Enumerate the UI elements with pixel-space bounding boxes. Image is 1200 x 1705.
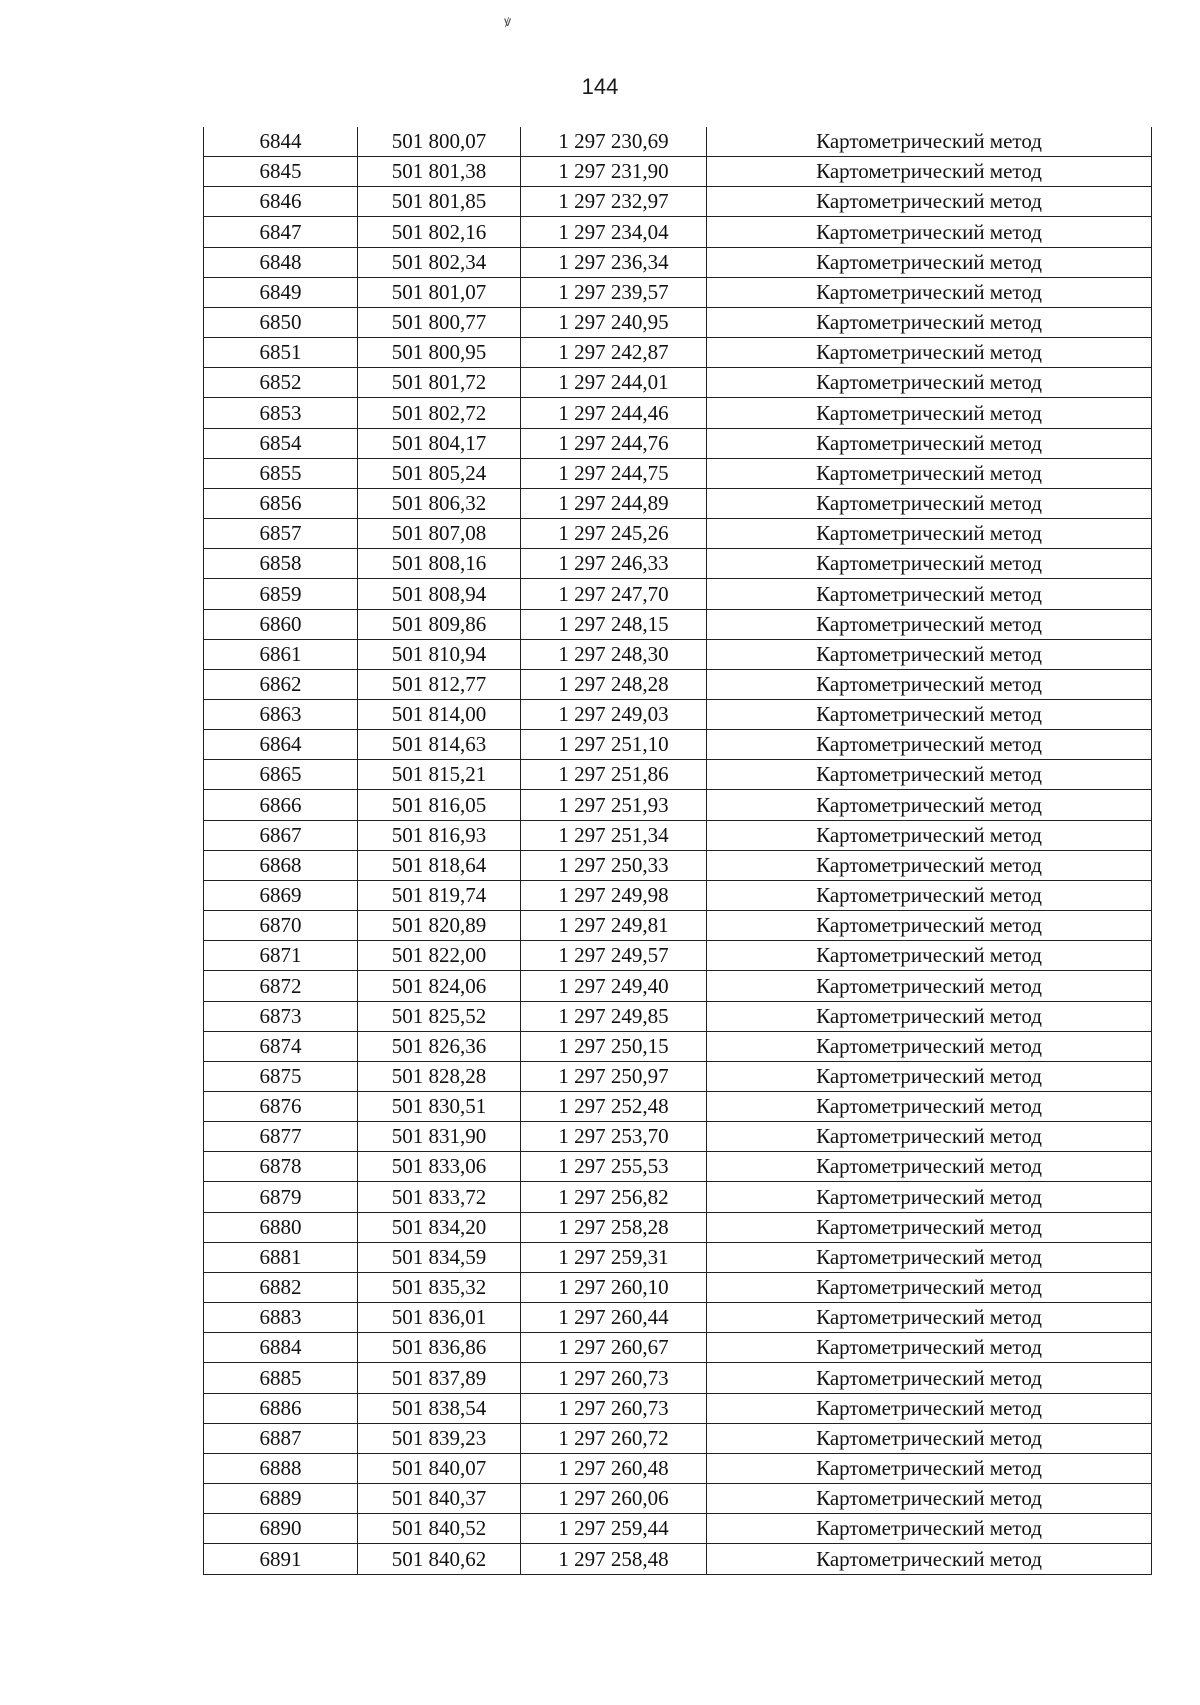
- y-coordinate-cell: 1 297 244,01: [521, 368, 707, 398]
- x-coordinate-cell: 501 834,59: [358, 1242, 521, 1272]
- point-number-cell: 6846: [204, 187, 358, 217]
- method-cell: Картометрический метод: [707, 1303, 1152, 1333]
- y-coordinate-cell: 1 297 247,70: [521, 579, 707, 609]
- point-number-cell: 6844: [204, 127, 358, 157]
- point-number-cell: 6863: [204, 699, 358, 729]
- x-coordinate-cell: 501 837,89: [358, 1363, 521, 1393]
- y-coordinate-cell: 1 297 260,10: [521, 1272, 707, 1302]
- y-coordinate-cell: 1 297 240,95: [521, 307, 707, 337]
- x-coordinate-cell: 501 839,23: [358, 1423, 521, 1453]
- x-coordinate-cell: 501 833,06: [358, 1152, 521, 1182]
- point-number-cell: 6855: [204, 458, 358, 488]
- method-cell: Картометрический метод: [707, 1031, 1152, 1061]
- method-cell: Картометрический метод: [707, 368, 1152, 398]
- method-cell: Картометрический метод: [707, 307, 1152, 337]
- x-coordinate-cell: 501 831,90: [358, 1122, 521, 1152]
- y-coordinate-cell: 1 297 244,46: [521, 398, 707, 428]
- method-cell: Картометрический метод: [707, 338, 1152, 368]
- x-coordinate-cell: 501 815,21: [358, 760, 521, 790]
- y-coordinate-cell: 1 297 260,44: [521, 1303, 707, 1333]
- x-coordinate-cell: 501 830,51: [358, 1092, 521, 1122]
- y-coordinate-cell: 1 297 244,75: [521, 458, 707, 488]
- table-row: [204, 1182, 1152, 1212]
- table-row: [204, 941, 1152, 971]
- y-coordinate-cell: 1 297 242,87: [521, 338, 707, 368]
- table-row: [204, 247, 1152, 277]
- y-coordinate-cell: 1 297 239,57: [521, 277, 707, 307]
- y-coordinate-cell: 1 297 245,26: [521, 519, 707, 549]
- y-coordinate-cell: 1 297 249,98: [521, 880, 707, 910]
- x-coordinate-cell: 501 816,93: [358, 820, 521, 850]
- method-cell: Картометрический метод: [707, 820, 1152, 850]
- x-coordinate-cell: 501 801,72: [358, 368, 521, 398]
- method-cell: Картометрический метод: [707, 669, 1152, 699]
- method-cell: Картометрический метод: [707, 247, 1152, 277]
- table-row: [204, 1453, 1152, 1483]
- method-cell: Картометрический метод: [707, 1393, 1152, 1423]
- table-row: [204, 1303, 1152, 1333]
- y-coordinate-cell: 1 297 260,73: [521, 1363, 707, 1393]
- point-number-cell: 6870: [204, 911, 358, 941]
- method-cell: Картометрический метод: [707, 1333, 1152, 1363]
- method-cell: Картометрический метод: [707, 1423, 1152, 1453]
- y-coordinate-cell: 1 297 246,33: [521, 549, 707, 579]
- table-row: [204, 699, 1152, 729]
- table-row: [204, 911, 1152, 941]
- point-number-cell: 6878: [204, 1152, 358, 1182]
- point-number-cell: 6883: [204, 1303, 358, 1333]
- method-cell: Картометрический метод: [707, 217, 1152, 247]
- method-cell: Картометрический метод: [707, 850, 1152, 880]
- method-cell: Картометрический метод: [707, 699, 1152, 729]
- x-coordinate-cell: 501 801,85: [358, 187, 521, 217]
- x-coordinate-cell: 501 826,36: [358, 1031, 521, 1061]
- x-coordinate-cell: 501 836,86: [358, 1333, 521, 1363]
- point-number-cell: 6866: [204, 790, 358, 820]
- table-row: [204, 488, 1152, 518]
- table-row: [204, 1031, 1152, 1061]
- y-coordinate-cell: 1 297 250,15: [521, 1031, 707, 1061]
- y-coordinate-cell: 1 297 244,76: [521, 428, 707, 458]
- y-coordinate-cell: 1 297 258,48: [521, 1544, 707, 1574]
- x-coordinate-cell: 501 804,17: [358, 428, 521, 458]
- x-coordinate-cell: 501 806,32: [358, 488, 521, 518]
- table-row: [204, 127, 1152, 157]
- table-row: [204, 1272, 1152, 1302]
- point-number-cell: 6858: [204, 549, 358, 579]
- point-number-cell: 6871: [204, 941, 358, 971]
- method-cell: Картометрический метод: [707, 458, 1152, 488]
- method-cell: Картометрический метод: [707, 1061, 1152, 1091]
- method-cell: Картометрический метод: [707, 1363, 1152, 1393]
- y-coordinate-cell: 1 297 260,72: [521, 1423, 707, 1453]
- x-coordinate-cell: 501 840,37: [358, 1484, 521, 1514]
- table-row: [204, 307, 1152, 337]
- point-number-cell: 6869: [204, 880, 358, 910]
- point-number-cell: 6848: [204, 247, 358, 277]
- table-row: [204, 1514, 1152, 1544]
- point-number-cell: 6876: [204, 1092, 358, 1122]
- point-number-cell: 6845: [204, 157, 358, 187]
- point-number-cell: 6886: [204, 1393, 358, 1423]
- y-coordinate-cell: 1 297 251,93: [521, 790, 707, 820]
- method-cell: Картометрический метод: [707, 187, 1152, 217]
- method-cell: Картометрический метод: [707, 880, 1152, 910]
- y-coordinate-cell: 1 297 249,40: [521, 971, 707, 1001]
- table-row: [204, 338, 1152, 368]
- method-cell: Картометрический метод: [707, 609, 1152, 639]
- y-coordinate-cell: 1 297 260,67: [521, 1333, 707, 1363]
- method-cell: Картометрический метод: [707, 1272, 1152, 1302]
- table-row: [204, 428, 1152, 458]
- y-coordinate-cell: 1 297 249,81: [521, 911, 707, 941]
- x-coordinate-cell: 501 833,72: [358, 1182, 521, 1212]
- y-coordinate-cell: 1 297 249,57: [521, 941, 707, 971]
- point-number-cell: 6854: [204, 428, 358, 458]
- x-coordinate-cell: 501 840,52: [358, 1514, 521, 1544]
- table-row: [204, 368, 1152, 398]
- method-cell: Картометрический метод: [707, 127, 1152, 157]
- table-row: [204, 458, 1152, 488]
- point-number-cell: 6889: [204, 1484, 358, 1514]
- x-coordinate-cell: 501 802,34: [358, 247, 521, 277]
- point-number-cell: 6856: [204, 488, 358, 518]
- y-coordinate-cell: 1 297 255,53: [521, 1152, 707, 1182]
- table-row: [204, 820, 1152, 850]
- table-row: [204, 880, 1152, 910]
- x-coordinate-cell: 501 801,38: [358, 157, 521, 187]
- method-cell: Картометрический метод: [707, 790, 1152, 820]
- table-row: [204, 519, 1152, 549]
- point-number-cell: 6873: [204, 1001, 358, 1031]
- table-row: [204, 1363, 1152, 1393]
- table-row: [204, 1423, 1152, 1453]
- method-cell: Картометрический метод: [707, 911, 1152, 941]
- table-row: [204, 1212, 1152, 1242]
- x-coordinate-cell: 501 822,00: [358, 941, 521, 971]
- method-cell: Картометрический метод: [707, 1092, 1152, 1122]
- table-row: [204, 971, 1152, 1001]
- y-coordinate-cell: 1 297 249,85: [521, 1001, 707, 1031]
- table-row: [204, 1122, 1152, 1152]
- table-row: [204, 639, 1152, 669]
- x-coordinate-cell: 501 800,77: [358, 307, 521, 337]
- point-number-cell: 6849: [204, 277, 358, 307]
- x-coordinate-cell: 501 814,63: [358, 730, 521, 760]
- y-coordinate-cell: 1 297 253,70: [521, 1122, 707, 1152]
- point-number-cell: 6885: [204, 1363, 358, 1393]
- table-row: [204, 1484, 1152, 1514]
- y-coordinate-cell: 1 297 250,33: [521, 850, 707, 880]
- coordinates-table: [203, 127, 1152, 1575]
- x-coordinate-cell: 501 819,74: [358, 880, 521, 910]
- method-cell: Картометрический метод: [707, 398, 1152, 428]
- method-cell: Картометрический метод: [707, 277, 1152, 307]
- x-coordinate-cell: 501 835,32: [358, 1272, 521, 1302]
- point-number-cell: 6852: [204, 368, 358, 398]
- table-row: [204, 669, 1152, 699]
- table-row: [204, 1001, 1152, 1031]
- x-coordinate-cell: 501 840,62: [358, 1544, 521, 1574]
- point-number-cell: 6881: [204, 1242, 358, 1272]
- point-number-cell: 6884: [204, 1333, 358, 1363]
- x-coordinate-cell: 501 809,86: [358, 609, 521, 639]
- table-row: [204, 1152, 1152, 1182]
- x-coordinate-cell: 501 824,06: [358, 971, 521, 1001]
- y-coordinate-cell: 1 297 260,73: [521, 1393, 707, 1423]
- x-coordinate-cell: 501 814,00: [358, 699, 521, 729]
- y-coordinate-cell: 1 297 248,15: [521, 609, 707, 639]
- table-row: [204, 609, 1152, 639]
- x-coordinate-cell: 501 828,28: [358, 1061, 521, 1091]
- y-coordinate-cell: 1 297 250,97: [521, 1061, 707, 1091]
- method-cell: Картометрический метод: [707, 760, 1152, 790]
- method-cell: Картометрический метод: [707, 519, 1152, 549]
- y-coordinate-cell: 1 297 256,82: [521, 1182, 707, 1212]
- method-cell: Картометрический метод: [707, 1152, 1152, 1182]
- method-cell: Картометрический метод: [707, 639, 1152, 669]
- y-coordinate-cell: 1 297 260,06: [521, 1484, 707, 1514]
- point-number-cell: 6857: [204, 519, 358, 549]
- table-row: [204, 549, 1152, 579]
- point-number-cell: 6850: [204, 307, 358, 337]
- point-number-cell: 6860: [204, 609, 358, 639]
- table-row: [204, 1544, 1152, 1574]
- point-number-cell: 6872: [204, 971, 358, 1001]
- table-row: [204, 850, 1152, 880]
- method-cell: Картометрический метод: [707, 730, 1152, 760]
- point-number-cell: 6875: [204, 1061, 358, 1091]
- method-cell: Картометрический метод: [707, 1544, 1152, 1574]
- x-coordinate-cell: 501 800,07: [358, 127, 521, 157]
- point-number-cell: 6865: [204, 760, 358, 790]
- y-coordinate-cell: 1 297 234,04: [521, 217, 707, 247]
- point-number-cell: 6847: [204, 217, 358, 247]
- y-coordinate-cell: 1 297 251,86: [521, 760, 707, 790]
- x-coordinate-cell: 501 834,20: [358, 1212, 521, 1242]
- method-cell: Картометрический метод: [707, 1453, 1152, 1483]
- point-number-cell: 6882: [204, 1272, 358, 1302]
- x-coordinate-cell: 501 807,08: [358, 519, 521, 549]
- point-number-cell: 6864: [204, 730, 358, 760]
- method-cell: Картометрический метод: [707, 1122, 1152, 1152]
- x-coordinate-cell: 501 816,05: [358, 790, 521, 820]
- x-coordinate-cell: 501 810,94: [358, 639, 521, 669]
- table-row: [204, 760, 1152, 790]
- y-coordinate-cell: 1 297 248,30: [521, 639, 707, 669]
- method-cell: Картометрический метод: [707, 428, 1152, 458]
- table-row: [204, 217, 1152, 247]
- table-row: [204, 1333, 1152, 1363]
- y-coordinate-cell: 1 297 251,10: [521, 730, 707, 760]
- table-row: [204, 187, 1152, 217]
- table-row: [204, 398, 1152, 428]
- y-coordinate-cell: 1 297 232,97: [521, 187, 707, 217]
- table-row: [204, 277, 1152, 307]
- point-number-cell: 6859: [204, 579, 358, 609]
- point-number-cell: 6890: [204, 1514, 358, 1544]
- method-cell: Картометрический метод: [707, 941, 1152, 971]
- y-coordinate-cell: 1 297 258,28: [521, 1212, 707, 1242]
- method-cell: Картометрический метод: [707, 157, 1152, 187]
- y-coordinate-cell: 1 297 244,89: [521, 488, 707, 518]
- point-number-cell: 6879: [204, 1182, 358, 1212]
- method-cell: Картометрический метод: [707, 1212, 1152, 1242]
- x-coordinate-cell: 501 808,94: [358, 579, 521, 609]
- method-cell: Картометрический метод: [707, 549, 1152, 579]
- method-cell: Картометрический метод: [707, 1484, 1152, 1514]
- x-coordinate-cell: 501 802,16: [358, 217, 521, 247]
- page-number: 144: [581, 74, 619, 99]
- x-coordinate-cell: 501 812,77: [358, 669, 521, 699]
- x-coordinate-cell: 501 838,54: [358, 1393, 521, 1423]
- point-number-cell: 6861: [204, 639, 358, 669]
- x-coordinate-cell: 501 820,89: [358, 911, 521, 941]
- point-number-cell: 6888: [204, 1453, 358, 1483]
- y-coordinate-cell: 1 297 236,34: [521, 247, 707, 277]
- point-number-cell: 6877: [204, 1122, 358, 1152]
- y-coordinate-cell: 1 297 251,34: [521, 820, 707, 850]
- method-cell: Картометрический метод: [707, 1242, 1152, 1272]
- y-coordinate-cell: 1 297 231,90: [521, 157, 707, 187]
- table-row: [204, 790, 1152, 820]
- point-number-cell: 6867: [204, 820, 358, 850]
- point-number-cell: 6853: [204, 398, 358, 428]
- table-row: [204, 157, 1152, 187]
- x-coordinate-cell: 501 808,16: [358, 549, 521, 579]
- table-row: [204, 730, 1152, 760]
- x-coordinate-cell: 501 840,07: [358, 1453, 521, 1483]
- coordinates-table-body: [204, 127, 1152, 1574]
- point-number-cell: 6851: [204, 338, 358, 368]
- table-row: [204, 1061, 1152, 1091]
- point-number-cell: 6891: [204, 1544, 358, 1574]
- y-coordinate-cell: 1 297 260,48: [521, 1453, 707, 1483]
- x-coordinate-cell: 501 800,95: [358, 338, 521, 368]
- method-cell: Картометрический метод: [707, 1001, 1152, 1031]
- method-cell: Картометрический метод: [707, 488, 1152, 518]
- point-number-cell: 6874: [204, 1031, 358, 1061]
- table-row: [204, 1092, 1152, 1122]
- point-number-cell: 6862: [204, 669, 358, 699]
- x-coordinate-cell: 501 802,72: [358, 398, 521, 428]
- x-coordinate-cell: 501 818,64: [358, 850, 521, 880]
- method-cell: Картометрический метод: [707, 971, 1152, 1001]
- point-number-cell: 6880: [204, 1212, 358, 1242]
- table-row: [204, 579, 1152, 609]
- y-coordinate-cell: 1 297 248,28: [521, 669, 707, 699]
- y-coordinate-cell: 1 297 249,03: [521, 699, 707, 729]
- x-coordinate-cell: 501 801,07: [358, 277, 521, 307]
- table-row: [204, 1242, 1152, 1272]
- point-number-cell: 6887: [204, 1423, 358, 1453]
- point-number-cell: 6868: [204, 850, 358, 880]
- x-coordinate-cell: 501 805,24: [358, 458, 521, 488]
- x-coordinate-cell: 501 825,52: [358, 1001, 521, 1031]
- method-cell: Картометрический метод: [707, 1514, 1152, 1544]
- y-coordinate-cell: 1 297 252,48: [521, 1092, 707, 1122]
- x-coordinate-cell: 501 836,01: [358, 1303, 521, 1333]
- table-row: [204, 1393, 1152, 1423]
- y-coordinate-cell: 1 297 230,69: [521, 127, 707, 157]
- y-coordinate-cell: 1 297 259,31: [521, 1242, 707, 1272]
- scan-artifact-mark: ꝟ: [504, 15, 512, 30]
- method-cell: Картометрический метод: [707, 1182, 1152, 1212]
- y-coordinate-cell: 1 297 259,44: [521, 1514, 707, 1544]
- method-cell: Картометрический метод: [707, 579, 1152, 609]
